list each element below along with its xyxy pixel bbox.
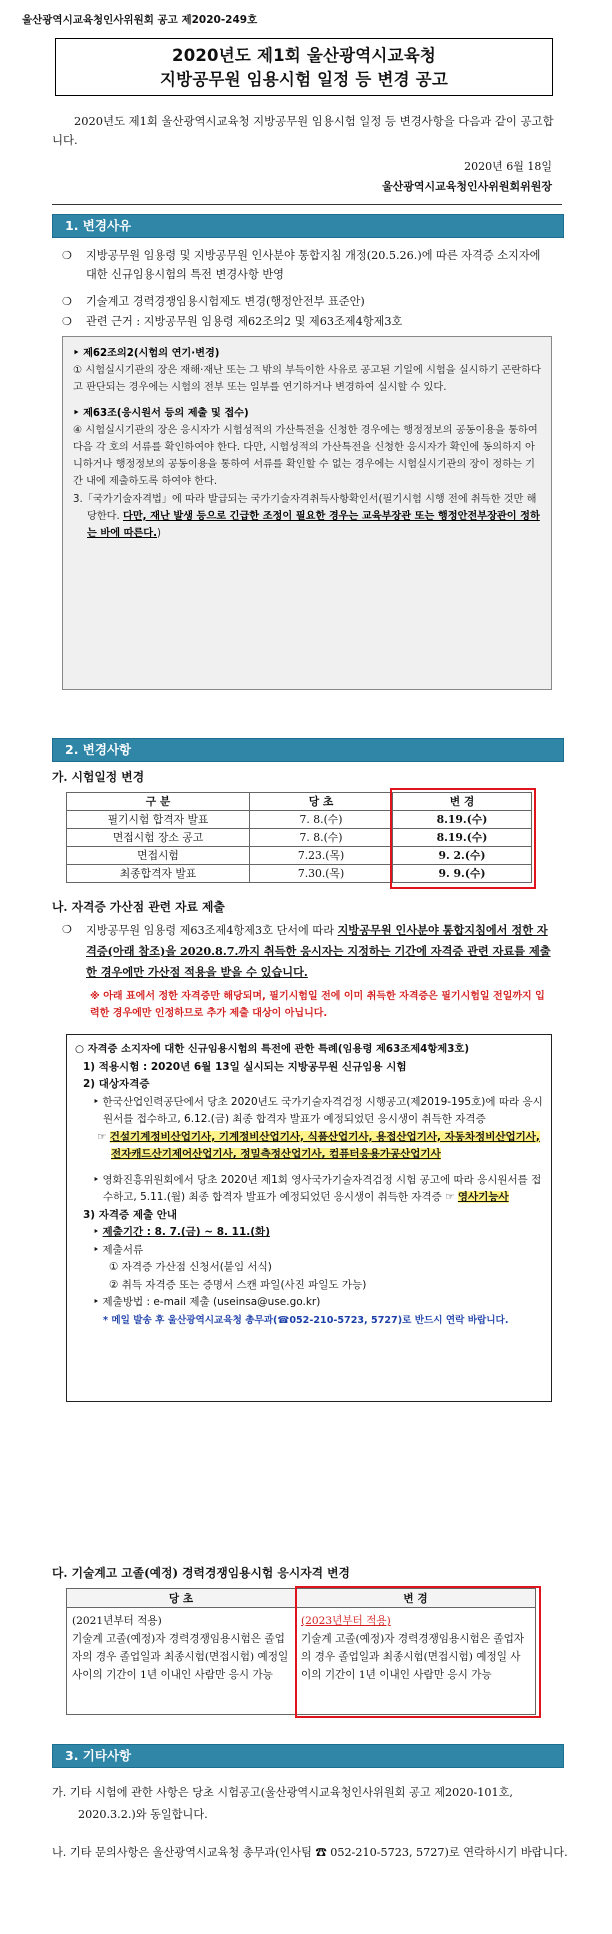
table-header: 구 분 <box>67 793 250 811</box>
provision-exam: 1) 적용시험 : 2020년 6월 13일 실시되는 지방공무원 신규임용 시험 <box>83 1060 407 1073</box>
section2-heading-bar <box>52 738 564 762</box>
document-number: 울산광역시교육청인사위원회 공고 제2020-249호 <box>22 14 258 26</box>
provision-title: ○ 자격증 소지자에 대한 신규임용시험의 특전에 관한 특례(임용령 제63조제4항제3호) <box>75 1043 470 1055</box>
subheading-schedule: 가. 시험일정 변경 <box>52 770 145 784</box>
table-header: 당 초 <box>67 1589 296 1608</box>
qual-before-cell: (2021년부터 적용) 기술계 고졸(예정)자 경력경쟁임용시험은 졸업자의 경우 졸업일과 최종시험(면접시험) 예정일 사이의 기간이 1년 이내인 사람만 응시 가능 <box>67 1608 296 1715</box>
page-title-line2: 지방공무원 임용시험 일정 등 변경 공고 <box>160 70 448 89</box>
article62-text: ① 시험실시기관의 장은 재해·재난 또는 그 밖의 부득이한 사유로 공고된 기일에 시험을 실시하기 곤란하다고 판단되는 경우에는 시험의 전부 또는 일부를 연기하거나 변경하여 실시할 수 있다. <box>73 365 541 394</box>
subheading-certificate: 나. 자격증 가산점 관련 자료 제출 <box>52 900 225 914</box>
provision-contact-note: * 메일 발송 후 울산광역시교육청 총무과(☎052-210-5723, 5727)로 반드시 연락 바랍니다. <box>103 1314 509 1326</box>
article63-text: ④ 시험실시기관의 장은 응시자가 시험성적의 가산특전을 신청한 경우에는 행정정보의 공동이용을 통하여 다음 각 호의 서류를 확인하여야 한다. 다만, 시험성적의 가산특전을 신청한 응시자가 확인에 동의하지 아니하거나 행정정보의 공동이용을 통하여 서류를 확인할 수 없는 경우에는 시험실시기관의 장이 정하는 기간 내에 제출하도록 하여야 한다. <box>73 424 538 488</box>
provision-submit-label: 3) 자격증 제출 안내 <box>83 1208 178 1221</box>
change-highlight-box <box>295 1586 541 1718</box>
table-header: 변 경 <box>296 1589 536 1608</box>
special-provision-box <box>66 1034 552 1402</box>
article63-title: ‣ 제63조(응시원서 등의 제출 및 접수) <box>73 407 249 419</box>
table-header: 당 초 <box>250 793 393 811</box>
table-row: 필기시험 합격자 발표 7. 8.(수) 8.19.(수) <box>67 811 532 829</box>
circle-bullet-icon: ❍ <box>62 923 73 936</box>
table-row: 최종합격자 발표 7.30.(목) 9. 9.(수) <box>67 865 532 883</box>
provision-period: ‣ 제출기간 : 8. 7.(금) ~ 8. 11.(화) <box>93 1226 270 1238</box>
provision-cert-b: ‣ 영화진흥위원회에서 당초 2020년 제1회 영사국가기술자격검정 시험 공고에 따라 응시원서를 접수하고, 5.11.(월) 최종 합격자 발표가 예정되었던 응시생이 취득한 자격증 ☞ 영사기능사 <box>93 1173 542 1203</box>
section3-heading-bar <box>52 1744 564 1768</box>
qual-after-cell: (2023년부터 적용) 기술계 고졸(예정)자 경력경쟁임용시험은 졸업자의 경우 졸업일과 최종시험(면접시험) 예정일 사이의 기간이 1년 이내인 사람만 응시 가능 <box>296 1608 536 1715</box>
provision-docs: ‣ 제출서류 <box>93 1243 144 1256</box>
issuer: 울산광역시교육청인사위원회위원장 <box>381 180 552 193</box>
provision-doc-2: ② 취득 자격증 또는 증명서 스캔 파일(사진 파일도 가능) <box>109 1278 367 1291</box>
notice-date: 2020년 6월 18일 <box>464 160 552 173</box>
table-row: 면접시험 장소 공고 7. 8.(수) 8.19.(수) <box>67 829 532 847</box>
section2-heading: 2. 변경사항 <box>65 742 132 757</box>
misc-item-na: 나. 기타 문의사항은 울산광역시교육청 총무과(인사팀 ☎ 052-210-5723, 5727)로 연락하시기 바랍니다. <box>52 1846 568 1859</box>
misc-item-ga: 가. 기타 시험에 관한 사항은 당초 시험공고(울산광역시교육청인사위원회 공고 제2020-101호, 2020.3.2.)와 동일합니다. <box>52 1786 513 1821</box>
article63-item3: 3.「국가기술자격법」에 따라 발급되는 국가기술자격취득사항확인서(필기시험 시행 전에 취득한 것만 해당한다. 다만, 재난 발생 등으로 긴급한 조정이 필요한 경우는 교육부장관 또는 행정안전부장관이 정하는 바에 따른다.) <box>73 493 540 540</box>
provision-cert-a-list: ☞ 건설기계정비산업기사, 기계정비산업기사, 식품산업기사, 용접산업기사, 자동차정비산업기사, 전자캐드산기제어산업기사, 정밀측정산업기사, 컴퓨터응용가공산업기사 <box>97 1130 540 1160</box>
provision-method: ‣ 제출방법 : e-mail 제출 (useinsa@use.go.kr) <box>93 1296 321 1308</box>
article62-title: ‣ 제62조의2(시험의 연기·변경) <box>73 348 220 359</box>
section1-heading: 1. 변경사유 <box>65 218 132 233</box>
section1-bullet-2: ❍ 기술계고 경력경쟁임용시험제도 변경(행정안전부 표준안) <box>62 292 552 311</box>
law-excerpt-box <box>62 336 552 690</box>
table-header: 변 경 <box>393 793 532 811</box>
circle-bullet-icon: ❍ <box>62 249 73 262</box>
change-highlight-box <box>390 788 536 889</box>
certificate-paragraph: ❍ 지방공무원 임용령 제63조제4항제3호 단서에 따라 지방공무원 인사분야 통합지침에서 정한 자격증(아래 참조)을 2020.8.7.까지 취득한 응시자는 지정하는 기간에 자격증 관련 자료를 제출한 경우에만 가산점 적용을 받을 수 있습니다. <box>62 920 552 983</box>
circle-bullet-icon: ❍ <box>62 315 73 328</box>
title-box <box>55 38 553 96</box>
certificate-note: ※ 아래 표에서 정한 자격증만 해당되며, 필기시험일 전에 이미 취득한 자격증은 필기시험일 전일까지 입력한 경우에만 인정하므로 추가 제출 대상이 아닙니다. <box>90 991 545 1019</box>
section3-heading: 3. 기타사항 <box>65 1748 132 1763</box>
section1-heading-bar <box>52 214 564 238</box>
intro-text: 2020년도 제1회 울산광역시교육청 지방공무원 임용시험 일정 등 변경사항을 다음과 같이 공고합니다. <box>52 114 554 147</box>
provision-doc-1: ① 자격증 가산점 신청서(붙임 서식) <box>109 1261 272 1273</box>
table-row: 면접시험 7.23.(목) 9. 2.(수) <box>67 847 532 865</box>
section1-bullet-3: ❍ 관련 근거 : 지방공무원 임용령 제62조의2 및 제63조제4항제3호 <box>62 312 552 331</box>
circle-bullet-icon: ❍ <box>62 295 73 308</box>
provision-certs-label: 2) 대상자격증 <box>83 1078 150 1090</box>
subheading-qualification: 다. 기술계고 고졸(예정) 경력경쟁임용시험 응시자격 변경 <box>52 1566 350 1580</box>
divider <box>52 204 562 205</box>
provision-cert-a: ‣ 한국산업인력공단에서 당초 2020년도 국가기술자격검정 시행공고(제2019-195호)에 따라 응시원서를 접수하고, 6.12.(금) 최종 합격자 발표가 예정되었던 응시생이 취득한 자격증 <box>93 1095 543 1125</box>
section1-bullet-1: ❍ 지방공무원 임용령 및 지방공무원 인사분야 통합지침 개정(20.5.26.)에 따른 자격증 소지자에 대한 신규임용시험의 특전 변경사항 반영 <box>62 246 552 284</box>
page-title-line1: 2020년도 제1회 울산광역시교육청 <box>172 46 436 65</box>
